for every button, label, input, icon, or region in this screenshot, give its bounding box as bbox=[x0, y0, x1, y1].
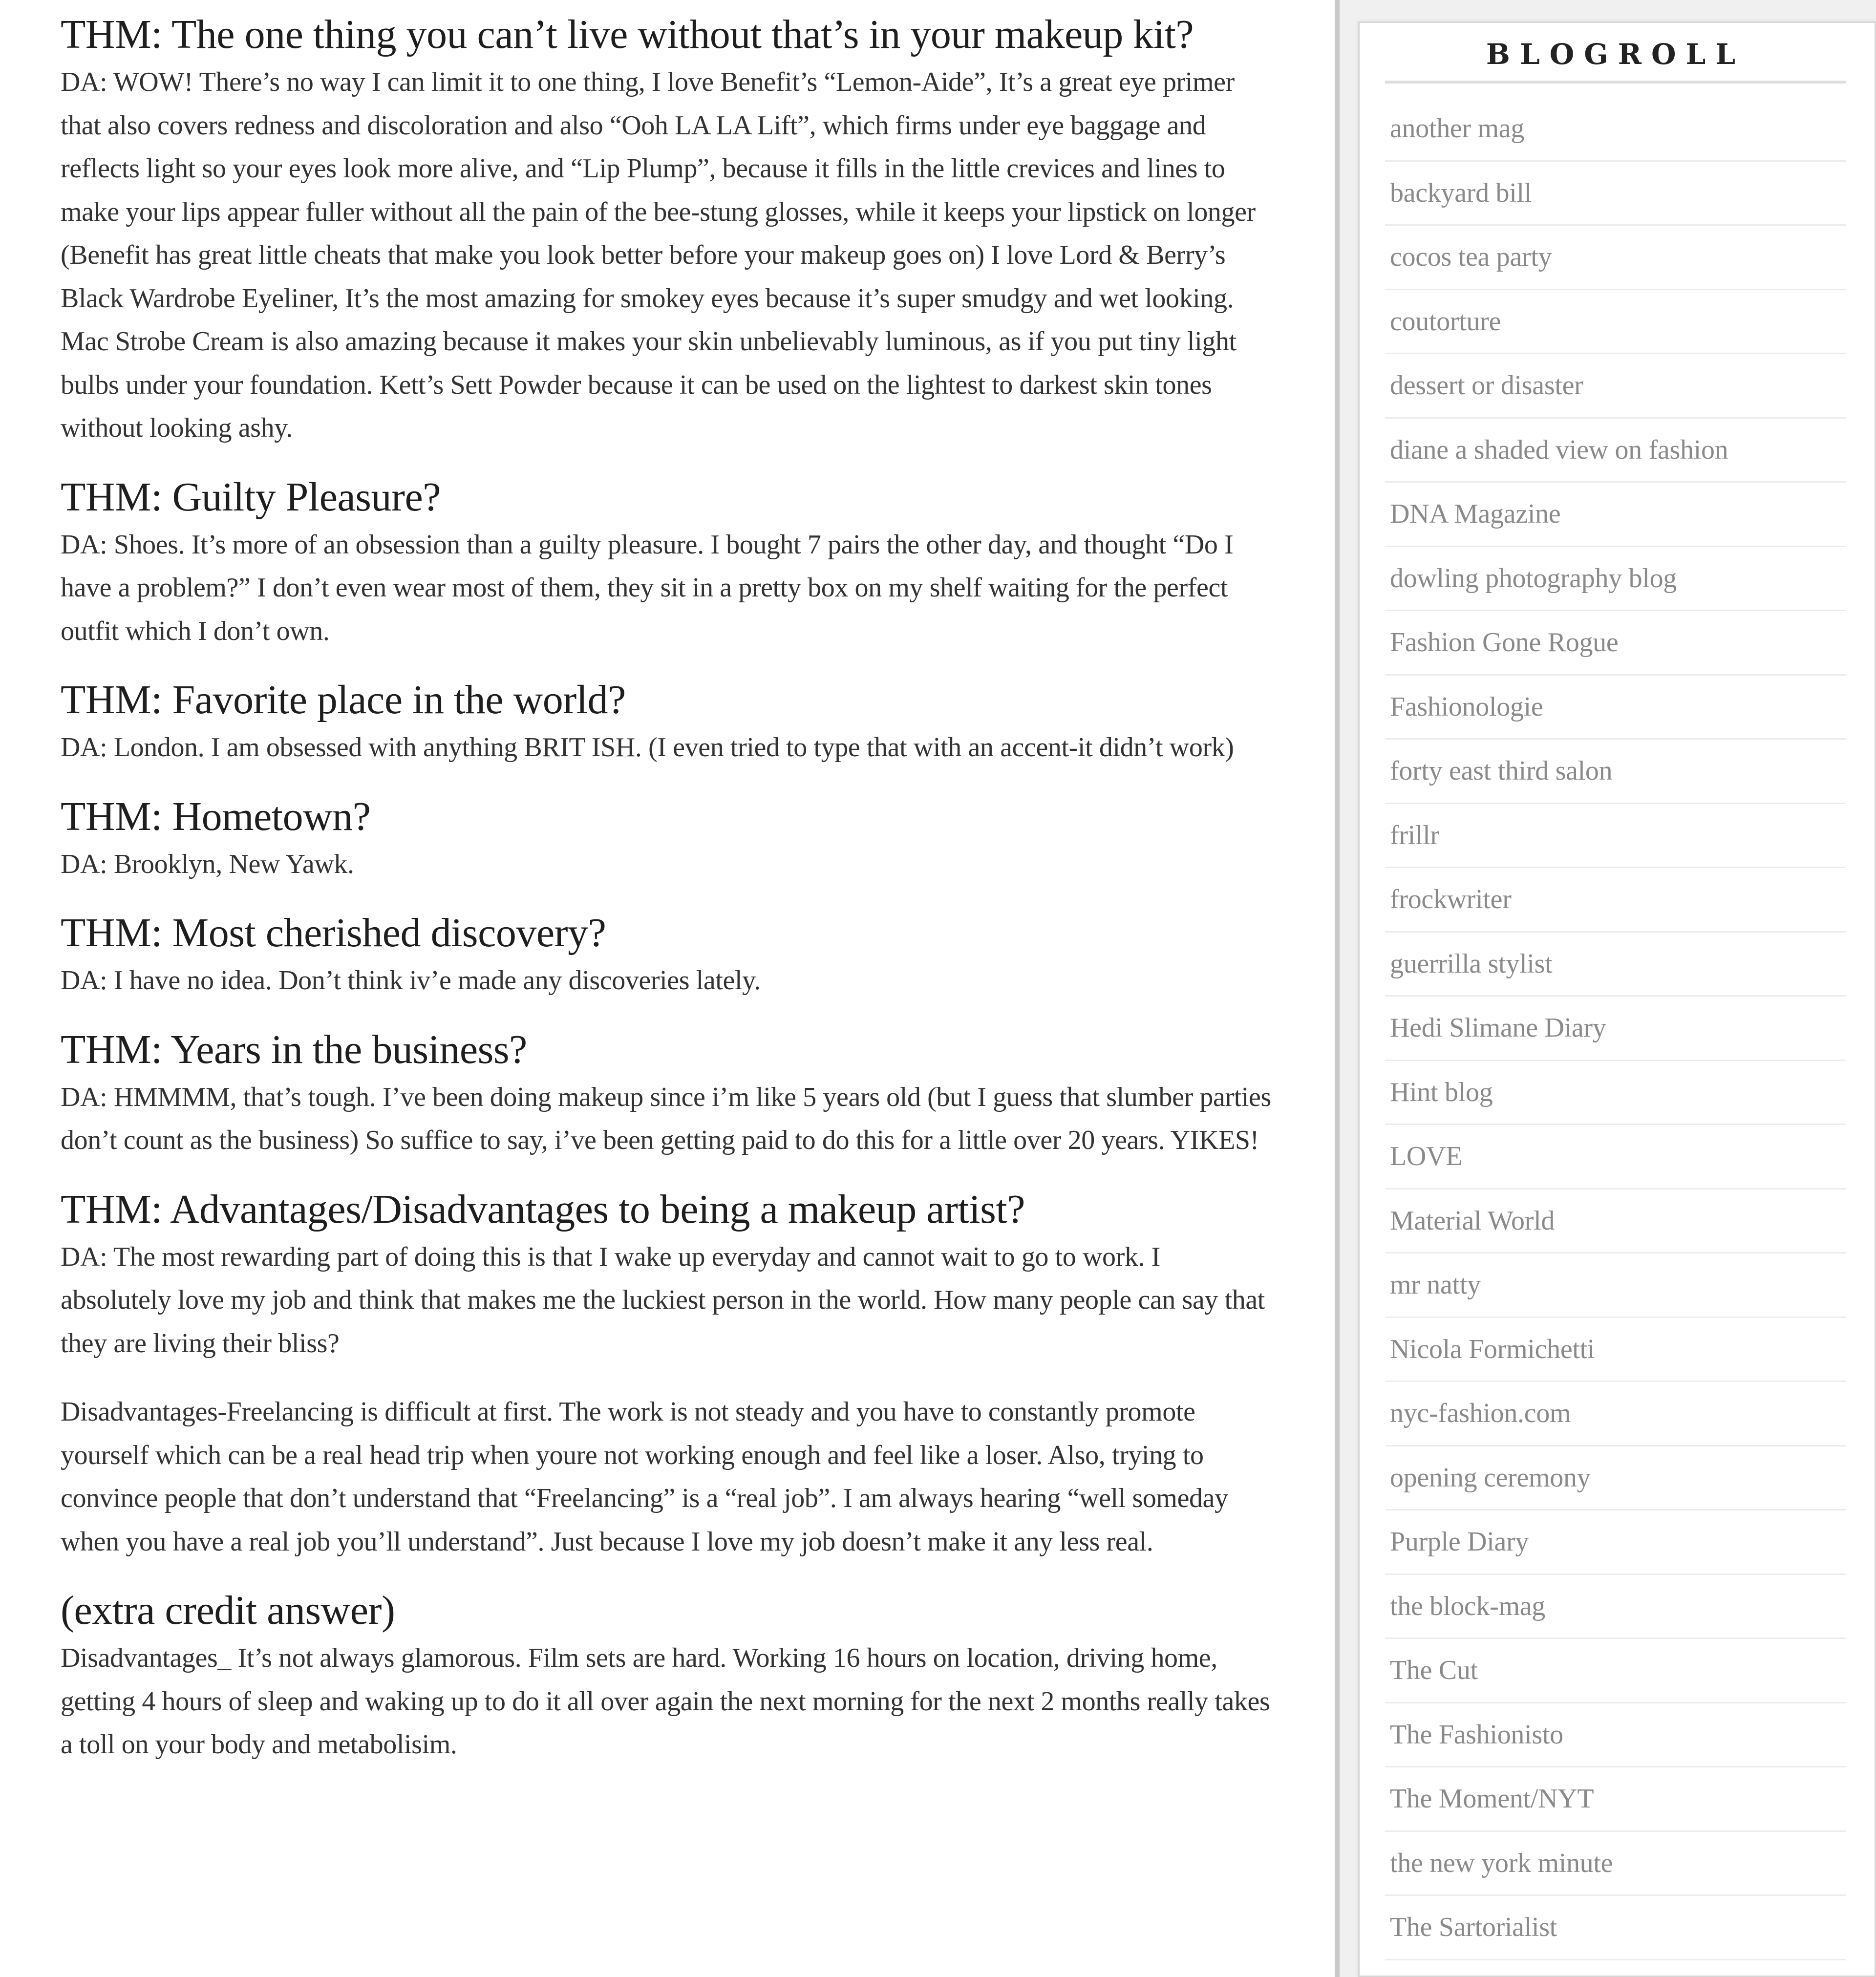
blogroll-widget bbox=[1358, 21, 1876, 1977]
blogroll-item bbox=[1385, 997, 1846, 1061]
interview-qa-section bbox=[61, 676, 1272, 769]
blogroll-link[interactable]: guerrilla stylist bbox=[1390, 948, 1553, 979]
interview-qa-section bbox=[61, 1186, 1272, 1564]
blogroll-item bbox=[1385, 1575, 1846, 1639]
blogroll-link[interactable]: Fashion Gone Rogue bbox=[1390, 627, 1619, 658]
interview-answer: DA: Shoes. It’s more of an obsession than a guilty pleasure. I bought 7 pairs the other day, and thought “Do I have a problem?” I don’t even wear most of them, they sit in a pretty box on my shelf waiting for the perfect outfit which I don’t own. bbox=[61, 529, 1234, 646]
blogroll-item bbox=[1385, 226, 1846, 290]
interview-answer: Disadvantages-Freelancing is difficult at first. The work is not steady and you have to constantly promote yourself which can be a real head trip when youre not working enough and feel like a loser. Also, trying to convince people that don’t understand that “Freelancing” is a “real job”. I am always hearing “well someday when you have a real job you’ll understand”. Just because I love my job doesn’t make it any less real. bbox=[61, 1397, 1228, 1557]
blogroll-item bbox=[1385, 419, 1846, 483]
interview-answer: DA: WOW! There’s no way I can limit it to one thing, I love Benefit’s “Lemon-Aide”, It’s a great eye primer that also covers redness and discoloration and also “Ooh LA LA Lift”, which firms under eye baggage and reflects light so your eyes look more alive, and “Lip Plump”, because it fills in the little crevices and lines to make your lips appear fuller without all the pain of the bee-stung glosses, while it keeps your lipstick on longer (Benefit has great little cheats that make you look better before your makeup goes on) I love Lord & Berry’s Black Wardrobe Eyeliner, It’s the most amazing for smokey eyes because it’s super smudgy and wet looking. Mac Strobe Cream is also amazing because it makes your skin unbelievably luminous, as if you put tiny light bulbs under your foundation. Kett’s Sett Powder because it can be used on the lightest to darkest skin tones without looking ashy. bbox=[61, 67, 1256, 443]
interview-qa-section bbox=[61, 1587, 1272, 1766]
blogroll-item bbox=[1385, 1703, 1846, 1768]
interview-question: THM: Favorite place in the world? bbox=[61, 677, 626, 723]
blogroll-item bbox=[1385, 1318, 1846, 1382]
blogroll-link[interactable]: DNA Magazine bbox=[1390, 499, 1561, 530]
interview-answer: Disadvantages_ It’s not always glamorous. Film sets are hard. Working 16 hours on location, driving home, getting 4 hours of sleep and waking up to do it all over again the next morning for the next 2 months really takes a toll on your body and metabolisim. bbox=[61, 1643, 1270, 1760]
blogroll-link[interactable]: the new york minute bbox=[1390, 1848, 1613, 1878]
blogroll-link[interactable]: mr natty bbox=[1390, 1270, 1481, 1300]
interview-qa-section bbox=[61, 11, 1272, 450]
blogroll-link[interactable]: nyc-fashion.com bbox=[1390, 1398, 1571, 1429]
blogroll-title: BLOGROLL bbox=[1385, 38, 1846, 84]
interview-answer: DA: London. I am obsessed with anything BRIT ISH. (I even tried to type that with an accent-it didn’t work) bbox=[61, 732, 1234, 763]
interview-question: (extra credit answer) bbox=[61, 1588, 395, 1633]
interview-question: THM: Years in the business? bbox=[61, 1026, 527, 1072]
blogroll-link[interactable]: Material World bbox=[1390, 1205, 1555, 1236]
blogroll-item bbox=[1385, 1446, 1846, 1511]
blogroll-link[interactable]: backyard bill bbox=[1390, 177, 1532, 208]
interview-qa-section bbox=[61, 909, 1272, 1002]
blogroll-item bbox=[1385, 1510, 1846, 1575]
blogroll-link[interactable]: The Cut bbox=[1390, 1655, 1478, 1686]
blogroll-item bbox=[1385, 97, 1846, 162]
interview-question: THM: The one thing you can’t live without that’s in your makeup kit? bbox=[61, 12, 1194, 57]
interview-answer: DA: Brooklyn, New Yawk. bbox=[61, 849, 354, 879]
blogroll-link[interactable]: cocos tea party bbox=[1390, 242, 1552, 273]
blogroll-item bbox=[1385, 1832, 1846, 1896]
blogroll-link[interactable]: frillr bbox=[1390, 820, 1439, 850]
blogroll-link[interactable]: forty east third salon bbox=[1390, 756, 1613, 787]
blogroll-item bbox=[1385, 1639, 1846, 1703]
blogroll-item bbox=[1385, 1061, 1846, 1126]
blogroll-link[interactable]: LOVE bbox=[1390, 1141, 1463, 1172]
blogroll-link[interactable]: coutorture bbox=[1390, 306, 1501, 337]
interview-question: THM: Guilty Pleasure? bbox=[61, 474, 441, 520]
blogroll-item bbox=[1385, 483, 1846, 547]
blogroll-item bbox=[1385, 1767, 1846, 1832]
blogroll-list bbox=[1385, 97, 1846, 1960]
blogroll-link[interactable]: Purple Diary bbox=[1390, 1527, 1529, 1557]
blogroll-link[interactable]: frockwriter bbox=[1390, 884, 1512, 915]
interview-qa-section bbox=[61, 793, 1272, 886]
blogroll-link[interactable]: The Fashionisto bbox=[1390, 1719, 1563, 1750]
blogroll-item bbox=[1385, 547, 1846, 612]
interview-question: THM: Most cherished discovery? bbox=[61, 910, 606, 956]
interview-qa-section bbox=[61, 1026, 1272, 1162]
blogroll-item bbox=[1385, 1254, 1846, 1318]
blogroll-link[interactable]: opening ceremony bbox=[1390, 1462, 1591, 1493]
blogroll-link[interactable]: diane a shaded view on fashion bbox=[1390, 434, 1728, 465]
blogroll-link[interactable]: Fashionologie bbox=[1390, 691, 1543, 722]
blogroll-item bbox=[1385, 740, 1846, 804]
interview-answer: DA: The most rewarding part of doing this is that I wake up everyday and cannot wait to go to work. I absolutely love my job and think that makes me the luckiest person in the world. How many people can say that they are living their bliss? bbox=[61, 1241, 1265, 1359]
blogroll-link[interactable]: Hedi Slimane Diary bbox=[1390, 1013, 1606, 1043]
interview-question: THM: Hometown? bbox=[61, 793, 371, 839]
blogroll-item bbox=[1385, 1190, 1846, 1254]
interview-answer: DA: HMMMM, that’s tough. I’ve been doing makeup since i’m like 5 years old (but I guess that slumber parties don’t count as the business) So suffice to say, i’ve been getting paid to do this for a little over 20 years. YIKES! bbox=[61, 1082, 1271, 1155]
blogroll-item bbox=[1385, 290, 1846, 355]
sidebar-divider bbox=[1335, 0, 1340, 1977]
interview-qa-section bbox=[61, 473, 1272, 653]
blogroll-item bbox=[1385, 933, 1846, 997]
blogroll-link[interactable]: another mag bbox=[1390, 113, 1525, 144]
blogroll-link[interactable]: Nicola Formichetti bbox=[1390, 1334, 1595, 1364]
blogroll-item bbox=[1385, 1382, 1846, 1446]
blogroll-link[interactable]: dowling photography blog bbox=[1390, 563, 1677, 594]
blogroll-item bbox=[1385, 162, 1846, 226]
blogroll-link[interactable]: the block-mag bbox=[1390, 1591, 1545, 1621]
interview-answer: DA: I have no idea. Don’t think iv’e made any discoveries lately. bbox=[61, 965, 761, 996]
blogroll-item bbox=[1385, 804, 1846, 869]
blogroll-link[interactable]: Hint blog bbox=[1390, 1077, 1493, 1107]
blogroll-item bbox=[1385, 354, 1846, 419]
blogroll-link[interactable]: The Sartorialist bbox=[1390, 1912, 1557, 1943]
blogroll-item bbox=[1385, 1125, 1846, 1190]
interview-article bbox=[61, 11, 1272, 1790]
blogroll-link[interactable]: dessert or disaster bbox=[1390, 370, 1583, 401]
blogroll-item bbox=[1385, 611, 1846, 676]
interview-question: THM: Advantages/Disadvantages to being a makeup artist? bbox=[61, 1186, 1025, 1232]
blogroll-item bbox=[1385, 1896, 1846, 1960]
blogroll-item bbox=[1385, 676, 1846, 740]
blogroll-link[interactable]: The Moment/NYT bbox=[1390, 1784, 1594, 1814]
blogroll-item bbox=[1385, 868, 1846, 933]
